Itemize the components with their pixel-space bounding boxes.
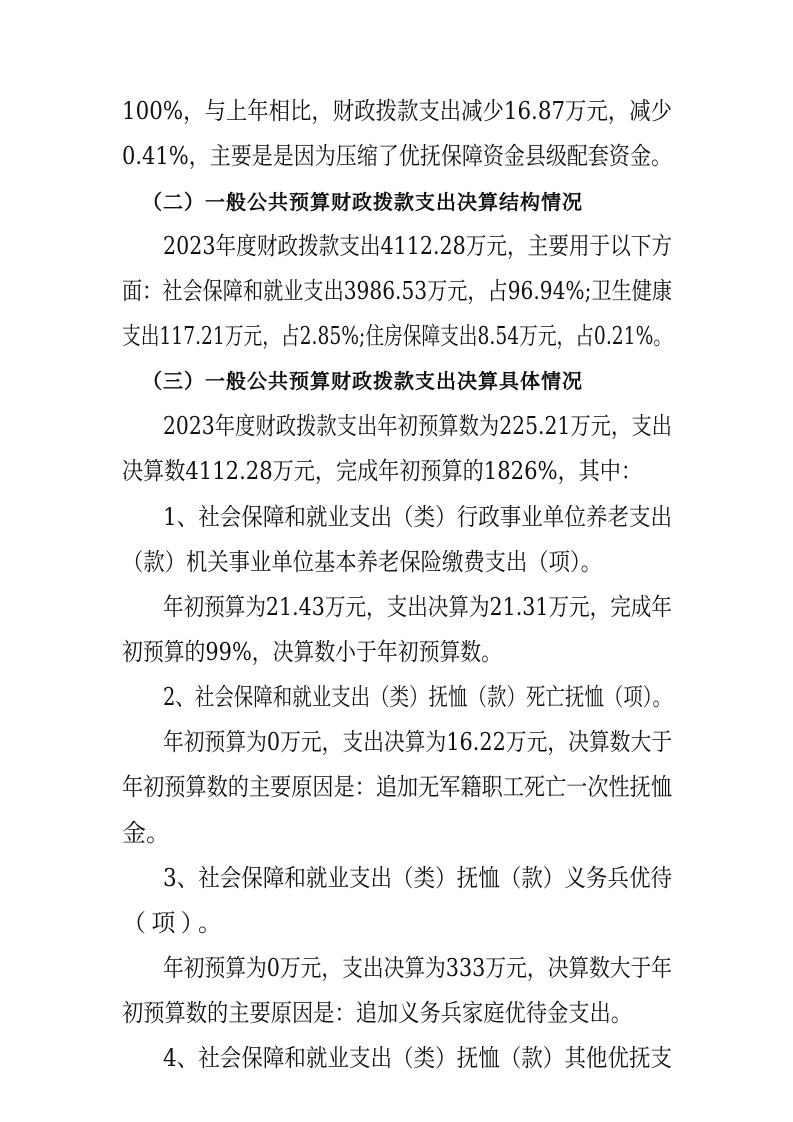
body-text-line: 年初预算为0万元，支出决算为333万元，决算数大于年 (163, 954, 673, 982)
body-text-line: 初预算的99%，决算数小于年初预算数。 (122, 638, 503, 666)
body-text-line: 年初预算为21.43万元，支出决算为21.31万元，完成年 (163, 593, 672, 621)
section-heading: （三）一般公共预算财政拨款支出决算具体情况 (142, 369, 583, 393)
body-text-line: （款）机关事业单位基本养老保险缴费支出（项）。 (122, 548, 603, 576)
body-text-line: 2、社会保障和就业支出（类）抚恤（款）死亡抚恤（项）。 (163, 683, 672, 711)
body-text-line: 100%，与上年相比，财政拨款支出减少16.87万元，减少 (122, 97, 672, 125)
body-text-line: 0.41%，主要是是因为压缩了优抚保障资金县级配套资金。 (122, 142, 672, 170)
body-text-line: 决算数4112.28万元，完成年初预算的1826%，其中： (122, 457, 643, 485)
body-text-line: 3、社会保障和就业支出（类）抚恤（款）义务兵优待 (163, 864, 673, 892)
body-text-line: 支出117.21万元，占2.85%;住房保障支出8.54万元，占0.21%。 (122, 322, 673, 350)
body-text-line: 年初预算数的主要原因是：追加无军籍职工死亡一次性抚恤 (122, 773, 672, 801)
body-text-line: 初预算数的主要原因是：追加义务兵家庭优待金支出。 (122, 999, 632, 1027)
body-text-line: 1、社会保障和就业支出（类）行政事业单位养老支出 (163, 503, 673, 531)
body-text-line: （项）。 (122, 909, 228, 937)
body-text-line: 2023年度财政拨款支出4112.28万元，主要用于以下方 (163, 232, 672, 260)
section-heading: （二）一般公共预算财政拨款支出决算结构情况 (142, 190, 583, 214)
body-text-line: 金。 (122, 819, 170, 847)
body-text-line: 年初预算为0万元，支出决算为16.22万元，决算数大于 (163, 728, 673, 756)
body-text-line: 4、社会保障和就业支出（类）抚恤（款）其他优抚支 (163, 1044, 673, 1072)
body-text-line: 2023年度财政拨款支出年初预算数为225.21万元，支出 (163, 412, 672, 440)
body-text-line: 面：社会保障和就业支出3986.53万元，占96.94%;卫生健康 (122, 277, 673, 305)
